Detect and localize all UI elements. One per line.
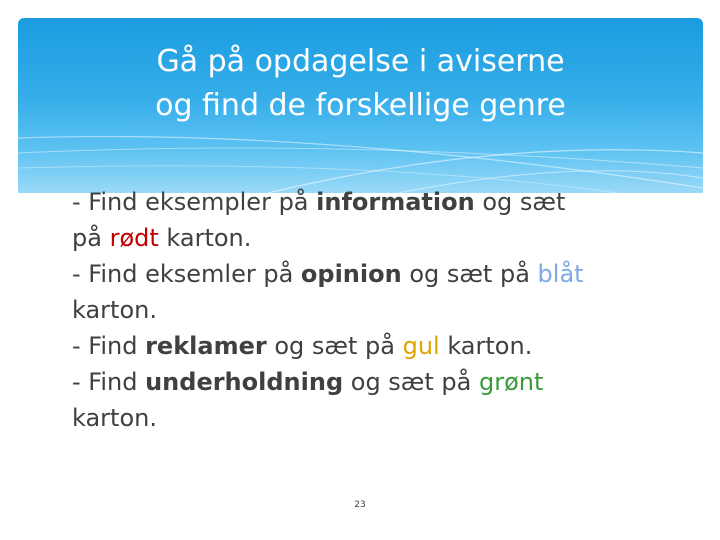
- item-4-line-2: karton.: [72, 404, 157, 432]
- item-3-mid: og sæt på: [266, 332, 403, 360]
- item-1-line-2: [72, 220, 672, 256]
- slide-title: [18, 40, 703, 128]
- item-3-bold: reklamer: [145, 332, 267, 360]
- title-line-2: og find de forskellige genre: [155, 88, 566, 123]
- item-3-prefix: - Find: [72, 332, 146, 360]
- item-2-line-2: karton.: [72, 296, 157, 324]
- item-3-suffix: karton.: [439, 332, 533, 360]
- item-4-mid: og sæt på: [343, 368, 479, 396]
- item-3-color-word: gul: [402, 332, 440, 360]
- item-1-bold: information: [316, 188, 475, 216]
- item-1-mid: og sæt: [474, 188, 566, 216]
- page-number: 23: [354, 500, 366, 510]
- item-1-line-1: [72, 184, 672, 220]
- item-2-bold: opinion: [300, 260, 402, 288]
- title-line-1: Gå på opdagelse i aviserne: [156, 44, 565, 79]
- item-1-color-word: rødt: [109, 224, 159, 252]
- item-4-prefix: - Find: [72, 368, 146, 396]
- item-4-color-word: grønt: [478, 368, 544, 396]
- item-1-suffix: karton.: [158, 224, 252, 252]
- title-banner: [18, 18, 703, 193]
- item-1-prefix: - Find eksempler på: [72, 188, 317, 216]
- item-1-line2-prefix: på: [72, 224, 110, 252]
- slide-body: [72, 184, 672, 436]
- item-2-prefix: - Find eksemler på: [72, 260, 301, 288]
- item-2-color-word: blåt: [537, 260, 584, 288]
- item-4-bold: underholdning: [145, 368, 344, 396]
- item-4-line-1: [72, 364, 672, 400]
- item-2-line-1: [72, 256, 672, 292]
- item-3-line-1: [72, 328, 672, 364]
- item-2-mid: og sæt på: [401, 260, 538, 288]
